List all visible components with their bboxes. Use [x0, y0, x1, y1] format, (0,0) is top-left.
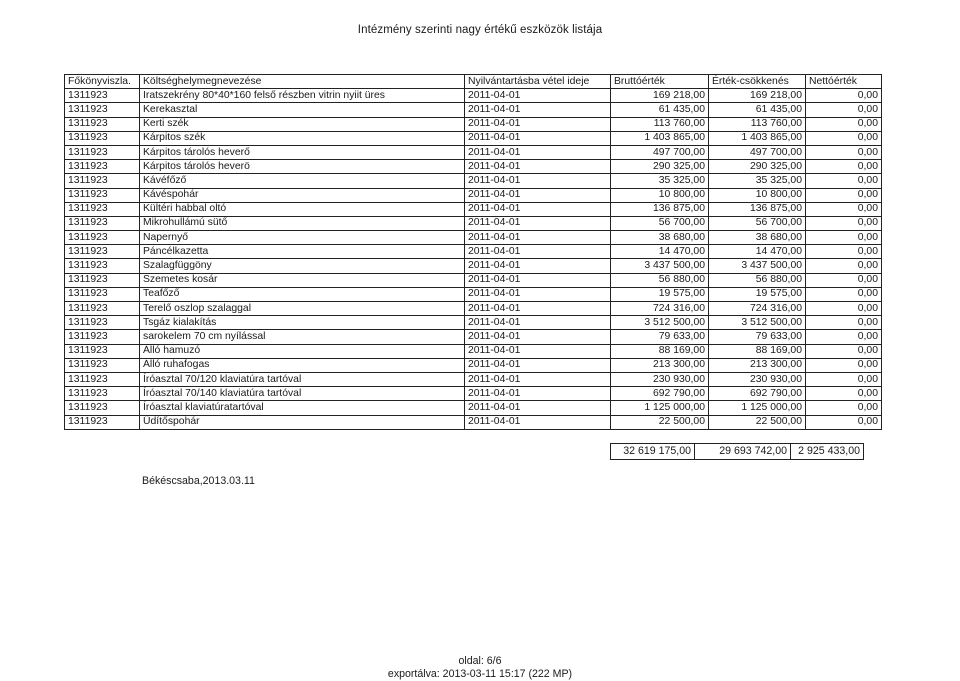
gross-value-cell: 290 325,00 [611, 160, 709, 174]
depreciation-cell: 14 470,00 [709, 245, 806, 259]
cost-center-cell: Kávéspohár [140, 188, 465, 202]
net-value-cell: 0,00 [806, 216, 882, 230]
depreciation-cell: 1 403 865,00 [709, 131, 806, 145]
date-cell: 2011-04-01 [465, 160, 611, 174]
account-cell: 1311923 [65, 358, 140, 372]
page-title: Intézmény szerinti nagy értékű eszközök listája [357, 24, 603, 36]
date-cell: 2011-04-01 [465, 131, 611, 145]
cost-center-cell: Üdítőspohár [140, 415, 465, 429]
table-row [65, 273, 882, 287]
place-date: Békéscsaba,2013.03.11 [142, 475, 255, 487]
cost-center-cell: Tsgáz kialakítás [140, 316, 465, 330]
cost-center-cell: Íróasztal 70/140 klaviatúra tartóval [140, 387, 465, 401]
account-cell: 1311923 [65, 273, 140, 287]
net-value-cell: 0,00 [806, 188, 882, 202]
total-net-value: 2 925 433,00 [791, 444, 864, 460]
depreciation-cell: 692 790,00 [709, 387, 806, 401]
depreciation-cell: 290 325,00 [709, 160, 806, 174]
column-header-gross-value: Bruttóérték [611, 75, 709, 89]
gross-value-cell: 230 930,00 [611, 372, 709, 386]
net-value-cell: 0,00 [806, 174, 882, 188]
date-cell: 2011-04-01 [465, 287, 611, 301]
date-cell: 2011-04-01 [465, 372, 611, 386]
net-value-cell: 0,00 [806, 231, 882, 245]
cost-center-cell: Mikrohullámú sütő [140, 216, 465, 230]
gross-value-cell: 35 325,00 [611, 174, 709, 188]
column-header-cost-center: Költséghelymegnevezése [140, 75, 465, 89]
column-header-registration-date: Nyilvántartásba vétel ideje [465, 75, 611, 89]
depreciation-cell: 136 875,00 [709, 202, 806, 216]
gross-value-cell: 79 633,00 [611, 330, 709, 344]
cost-center-cell: Kárpitos tárolós heverő [140, 145, 465, 159]
depreciation-cell: 88 169,00 [709, 344, 806, 358]
gross-value-cell: 497 700,00 [611, 145, 709, 159]
account-cell: 1311923 [65, 131, 140, 145]
cost-center-cell: Kárpitos tárolós heverö [140, 160, 465, 174]
table-header [65, 75, 882, 89]
gross-value-cell: 113 760,00 [611, 117, 709, 131]
account-cell: 1311923 [65, 174, 140, 188]
account-cell: 1311923 [65, 344, 140, 358]
account-cell: 1311923 [65, 160, 140, 174]
table-row [65, 387, 882, 401]
table-row [65, 372, 882, 386]
date-cell: 2011-04-01 [465, 89, 611, 103]
depreciation-cell: 3 437 500,00 [709, 259, 806, 273]
date-cell: 2011-04-01 [465, 316, 611, 330]
net-value-cell: 0,00 [806, 117, 882, 131]
net-value-cell: 0,00 [806, 131, 882, 145]
gross-value-cell: 22 500,00 [611, 415, 709, 429]
account-cell: 1311923 [65, 245, 140, 259]
gross-value-cell: 10 800,00 [611, 188, 709, 202]
cost-center-cell: Napernyő [140, 231, 465, 245]
table-row [65, 316, 882, 330]
gross-value-cell: 692 790,00 [611, 387, 709, 401]
account-cell: 1311923 [65, 117, 140, 131]
date-cell: 2011-04-01 [465, 188, 611, 202]
date-cell: 2011-04-01 [465, 273, 611, 287]
cost-center-cell: Íróasztal 70/120 klaviatúra tartóval [140, 372, 465, 386]
export-timestamp: exportálva: 2013-03-11 15:17 (222 MP) [387, 668, 573, 680]
net-value-cell: 0,00 [806, 330, 882, 344]
net-value-cell: 0,00 [806, 358, 882, 372]
account-cell: 1311923 [65, 316, 140, 330]
table-row [65, 330, 882, 344]
account-cell: 1311923 [65, 103, 140, 117]
totals-row [611, 444, 864, 460]
date-cell: 2011-04-01 [465, 344, 611, 358]
net-value-cell: 0,00 [806, 273, 882, 287]
cost-center-cell: Álló ruhafogas [140, 358, 465, 372]
table-row [65, 103, 882, 117]
date-cell: 2011-04-01 [465, 174, 611, 188]
date-cell: 2011-04-01 [465, 415, 611, 429]
table-row [65, 216, 882, 230]
depreciation-cell: 1 125 000,00 [709, 401, 806, 415]
account-cell: 1311923 [65, 145, 140, 159]
account-cell: 1311923 [65, 401, 140, 415]
table-row [65, 89, 882, 103]
depreciation-cell: 19 575,00 [709, 287, 806, 301]
net-value-cell: 0,00 [806, 344, 882, 358]
gross-value-cell: 213 300,00 [611, 358, 709, 372]
account-cell: 1311923 [65, 259, 140, 273]
total-depreciation: 29 693 742,00 [695, 444, 791, 460]
date-cell: 2011-04-01 [465, 245, 611, 259]
table-row [65, 259, 882, 273]
date-cell: 2011-04-01 [465, 401, 611, 415]
net-value-cell: 0,00 [806, 316, 882, 330]
account-cell: 1311923 [65, 216, 140, 230]
net-value-cell: 0,00 [806, 103, 882, 117]
totals-table [610, 443, 864, 460]
cost-center-cell: Kárpitos szék [140, 131, 465, 145]
account-cell: 1311923 [65, 415, 140, 429]
depreciation-cell: 169 218,00 [709, 89, 806, 103]
date-cell: 2011-04-01 [465, 302, 611, 316]
cost-center-cell: Kerekasztal [140, 103, 465, 117]
column-header-account: Főkönyviszla. [65, 75, 140, 89]
cost-center-cell: Szemetes kosár [140, 273, 465, 287]
gross-value-cell: 1 403 865,00 [611, 131, 709, 145]
table-row [65, 302, 882, 316]
cost-center-cell: Álló hamuzó [140, 344, 465, 358]
gross-value-cell: 1 125 000,00 [611, 401, 709, 415]
net-value-cell: 0,00 [806, 401, 882, 415]
net-value-cell: 0,00 [806, 372, 882, 386]
gross-value-cell: 56 700,00 [611, 216, 709, 230]
depreciation-cell: 56 880,00 [709, 273, 806, 287]
depreciation-cell: 213 300,00 [709, 358, 806, 372]
table-row [65, 188, 882, 202]
depreciation-cell: 56 700,00 [709, 216, 806, 230]
gross-value-cell: 169 218,00 [611, 89, 709, 103]
account-cell: 1311923 [65, 372, 140, 386]
table-body [65, 89, 882, 430]
depreciation-cell: 22 500,00 [709, 415, 806, 429]
depreciation-cell: 38 680,00 [709, 231, 806, 245]
depreciation-cell: 35 325,00 [709, 174, 806, 188]
gross-value-cell: 136 875,00 [611, 202, 709, 216]
table-row [65, 415, 882, 429]
gross-value-cell: 3 512 500,00 [611, 316, 709, 330]
cost-center-cell: Kültéri habbal oltó [140, 202, 465, 216]
depreciation-cell: 3 512 500,00 [709, 316, 806, 330]
table-row [65, 145, 882, 159]
date-cell: 2011-04-01 [465, 330, 611, 344]
gross-value-cell: 38 680,00 [611, 231, 709, 245]
date-cell: 2011-04-01 [465, 202, 611, 216]
date-cell: 2011-04-01 [465, 231, 611, 245]
gross-value-cell: 19 575,00 [611, 287, 709, 301]
table-row [65, 231, 882, 245]
net-value-cell: 0,00 [806, 160, 882, 174]
gross-value-cell: 724 316,00 [611, 302, 709, 316]
column-header-depreciation: Érték-csökkenés [709, 75, 806, 89]
depreciation-cell: 497 700,00 [709, 145, 806, 159]
asset-table [64, 74, 882, 430]
page-number: oldal: 6/6 [458, 655, 502, 667]
table-row [65, 401, 882, 415]
date-cell: 2011-04-01 [465, 103, 611, 117]
net-value-cell: 0,00 [806, 302, 882, 316]
account-cell: 1311923 [65, 188, 140, 202]
total-gross-value: 32 619 175,00 [611, 444, 695, 460]
cost-center-cell: Szalagfüggöny [140, 259, 465, 273]
net-value-cell: 0,00 [806, 415, 882, 429]
date-cell: 2011-04-01 [465, 117, 611, 131]
gross-value-cell: 56 880,00 [611, 273, 709, 287]
depreciation-cell: 10 800,00 [709, 188, 806, 202]
account-cell: 1311923 [65, 202, 140, 216]
account-cell: 1311923 [65, 287, 140, 301]
table-row [65, 358, 882, 372]
table-row [65, 287, 882, 301]
net-value-cell: 0,00 [806, 287, 882, 301]
table-row [65, 131, 882, 145]
depreciation-cell: 230 930,00 [709, 372, 806, 386]
cost-center-cell: Terelő oszlop szalaggal [140, 302, 465, 316]
net-value-cell: 0,00 [806, 145, 882, 159]
account-cell: 1311923 [65, 330, 140, 344]
cost-center-cell: Kerti szék [140, 117, 465, 131]
gross-value-cell: 88 169,00 [611, 344, 709, 358]
cost-center-cell: Teafőző [140, 287, 465, 301]
date-cell: 2011-04-01 [465, 145, 611, 159]
net-value-cell: 0,00 [806, 387, 882, 401]
net-value-cell: 0,00 [806, 89, 882, 103]
gross-value-cell: 3 437 500,00 [611, 259, 709, 273]
table-row [65, 245, 882, 259]
table-row [65, 174, 882, 188]
cost-center-cell: Íróasztal klaviatúratartóval [140, 401, 465, 415]
table-row [65, 117, 882, 131]
cost-center-cell: sarokelem 70 cm nyílással [140, 330, 465, 344]
depreciation-cell: 724 316,00 [709, 302, 806, 316]
table-row [65, 160, 882, 174]
date-cell: 2011-04-01 [465, 387, 611, 401]
net-value-cell: 0,00 [806, 259, 882, 273]
table-row [65, 202, 882, 216]
date-cell: 2011-04-01 [465, 259, 611, 273]
gross-value-cell: 61 435,00 [611, 103, 709, 117]
depreciation-cell: 113 760,00 [709, 117, 806, 131]
cost-center-cell: Páncélkazetta [140, 245, 465, 259]
gross-value-cell: 14 470,00 [611, 245, 709, 259]
net-value-cell: 0,00 [806, 245, 882, 259]
date-cell: 2011-04-01 [465, 216, 611, 230]
net-value-cell: 0,00 [806, 202, 882, 216]
account-cell: 1311923 [65, 89, 140, 103]
table-row [65, 344, 882, 358]
depreciation-cell: 79 633,00 [709, 330, 806, 344]
cost-center-cell: Iratszekrény 80*40*160 felső részben vitrin nyiit üres [140, 89, 465, 103]
cost-center-cell: Kávéfőző [140, 174, 465, 188]
account-cell: 1311923 [65, 302, 140, 316]
date-cell: 2011-04-01 [465, 358, 611, 372]
depreciation-cell: 61 435,00 [709, 103, 806, 117]
account-cell: 1311923 [65, 231, 140, 245]
column-header-net-value: Nettóérték [806, 75, 882, 89]
account-cell: 1311923 [65, 387, 140, 401]
